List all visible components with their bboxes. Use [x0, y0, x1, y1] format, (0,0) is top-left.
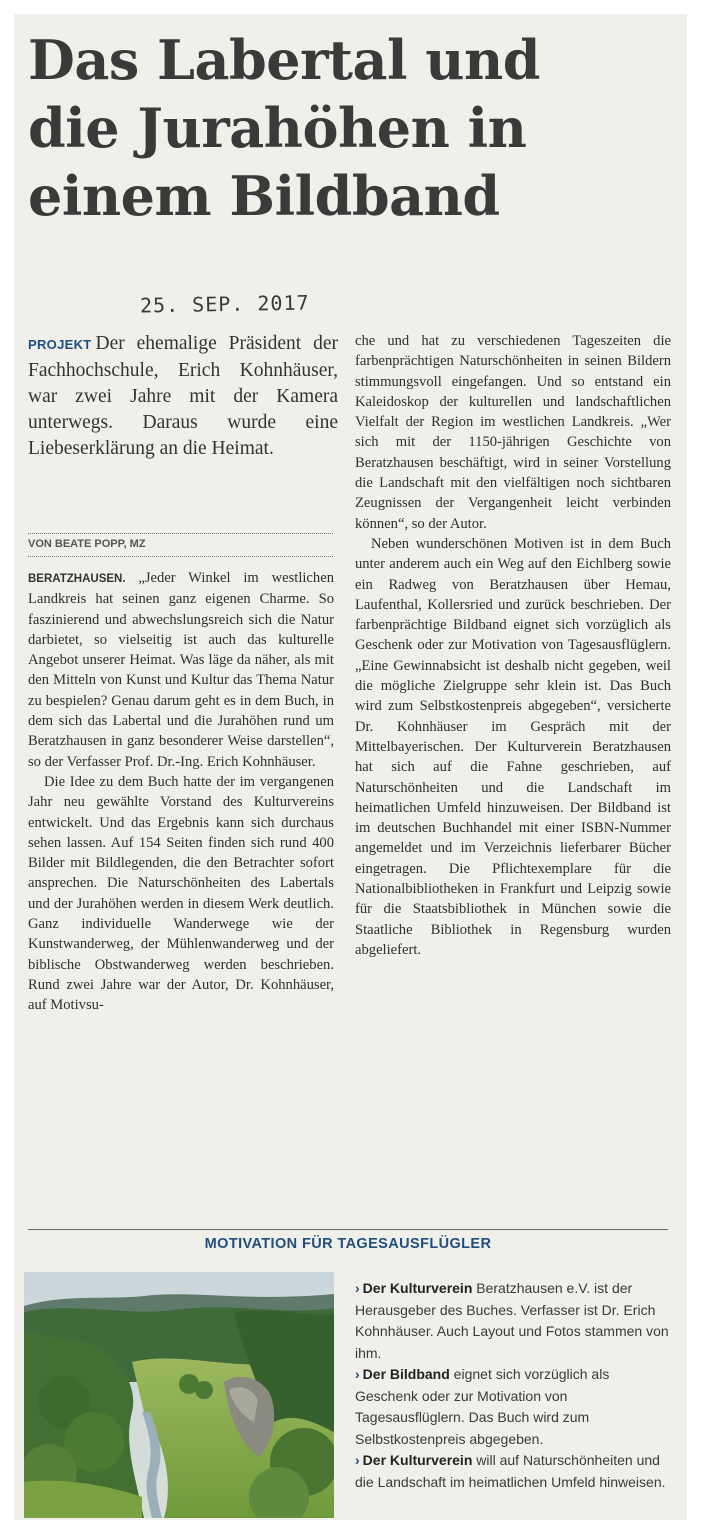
fact-text: Beratzhausen e.V. ist der Herausgeber des Buches. Verfasser ist Dr. Erich Kohnhäuser. Auch Layout und Fotos stammen von ihm. [355, 1280, 669, 1361]
fact-lead: Der Kulturverein [362, 1452, 473, 1468]
article-column-2 [355, 331, 671, 960]
article-paragraph-2-continued: che und hat zu verschiedenen Tageszeiten die farbenprächtigen Naturschönheiten in seinen Bildern stimmungsvoll eingefangen. Und so entstand ein Kaleidoskop der kulturellen und landschaftlichen Vielfalt der Region im westlichen Landkreis. „Wer sich mit der 1150-jährigen Geschichte von Beratzhausen beschäftigt, wird in seiner Vorstellung die Landschaft mit den vielfältigen noch sichtbaren Zeugnissen der Vergangenheit leicht verbinden können“, so der Autor. [355, 333, 671, 532]
fact-text: will auf Naturschönheiten und die Landschaft im heimatlichen Umfeld hinweisen. [355, 1452, 666, 1490]
headline-line-2: die Jurahöhen in [28, 96, 527, 160]
infobox-rule [28, 1229, 668, 1230]
byline-rule-top [28, 533, 333, 534]
fact-item [355, 1278, 673, 1364]
bullet-arrow-icon: › [355, 1280, 360, 1296]
headline-line-3: einem Bildband [28, 164, 500, 228]
bullet-arrow-icon: › [355, 1366, 360, 1382]
date-stamp: 25. SEP. 2017 [139, 290, 310, 318]
article-paragraph-1 [28, 568, 334, 772]
infobox-title: MOTIVATION FÜR TAGESAUSFLÜGLER [204, 1236, 492, 1252]
article-paragraph-3: Neben wunderschönen Motiven ist in dem Buch unter anderem auch ein Weg auf den Eichlberg sowie ein Radweg von Beratzhausen über Hemau, Laufenthal, Kollersried und zurück beschrieben. Der farbenprächtige Bildband eignet sich vorzüglich als Geschenk oder zur Motivation von Tagesausflüglern. „Eine Gewinnabsicht ist deshalb nicht gegeben, weil die mögliche Zielgruppe sehr klein ist. Das Buch wird zum Selbstkostenpreis abgegeben“, versicherte Dr. Kohnhäuser im Gespräch mit der Mittelbayerischen. Der Kulturverein Beratzhausen hat sich auf die Fahne geschrieben, auf Naturschönheiten und die Landschaft im heimatlichen Umfeld hinzuweisen. Der Bildband ist im deutschen Buchhandel mit einer ISBN-Nummer angemeldet und im Verzeichnis lieferbarer Bücher eingetragen. Die Pflichtexemplare für die Nationalbibliotheken in Frankfurt und Leipzig sowie für die Staatsbibliothek in München sowie die Staatliche Bibliothek in Regensburg wurden abgeliefert. [355, 535, 671, 958]
article-paragraph-2: Die Idee zu dem Buch hatte der im vergangenen Jahr neu gewählte Vorstand des Kulturvereins entwickelt. Und das Ergebnis kann sich durchaus sehen lassen. Auf 154 Seiten finden sich rund 400 Bilder mit Bildlegenden, die den Betrachter sofort ansprechen. Die Naturschönheiten des Labertals und der Jurahöhen werden in diesem Werk deutlich. Ganz individuelle Wanderwege wie der Kunstwanderweg, der Mühlenwanderweg und der biblische Obstwanderweg werden beschrieben. Rund zwei Jahre war der Autor, Dr. Kohnhäuser, auf Motivsu- [28, 773, 334, 1014]
headline [28, 26, 678, 230]
byline: VON BEATE POPP, MZ [28, 538, 146, 550]
lead-kicker: PROJEKT [28, 337, 92, 352]
landscape-photo [24, 1272, 334, 1518]
byline-rule-bottom [28, 556, 333, 557]
fact-lead: Der Kulturverein [362, 1280, 473, 1296]
valley-landscape-image [24, 1272, 334, 1518]
paragraph-1-text: „Jeder Winkel im westlichen Landkreis hat seinen ganz eigenen Charme. So faszinierend und abwechslungsreich sich die Natur darbietet, so vielseitig ist auch das kulturelle Angebot unserer Heimat. Was läge da näher, als mit den Mitteln von Kunst und Kultur das Thema Natur zu bespielen? Genau darum geht es in dem Buch, in dem sich das Labertal und die Jurahöhen rund um Beratzhausen in ganz besonderer Weise darstellen“, so der Verfasser Prof. Dr.-Ing. Erich Kohnhäuser. [28, 570, 334, 770]
fact-item [355, 1450, 673, 1493]
fact-item [355, 1364, 673, 1450]
fact-text: eignet sich vorzüglich als Geschenk oder zur Motivation von Tagesausflüglern. Das Buch wird zum Selbstkostenpreis abgegeben. [355, 1366, 610, 1447]
article-column-1 [28, 568, 334, 1016]
bullet-arrow-icon: › [355, 1452, 360, 1468]
lead-paragraph [28, 331, 338, 462]
headline-line-1: Das Labertal und [28, 28, 541, 92]
dateline: BERATZHAUSEN. [28, 573, 126, 585]
lead-text: Der ehemalige Präsident der Fachhochschule, Erich Kohnhäuser, war zwei Jahre mit der Kamera unterwegs. Daraus wurde eine Liebeserklärung an die Heimat. [28, 333, 338, 459]
fact-lead: Der Bildband [362, 1366, 450, 1382]
infobox-facts [355, 1278, 673, 1493]
